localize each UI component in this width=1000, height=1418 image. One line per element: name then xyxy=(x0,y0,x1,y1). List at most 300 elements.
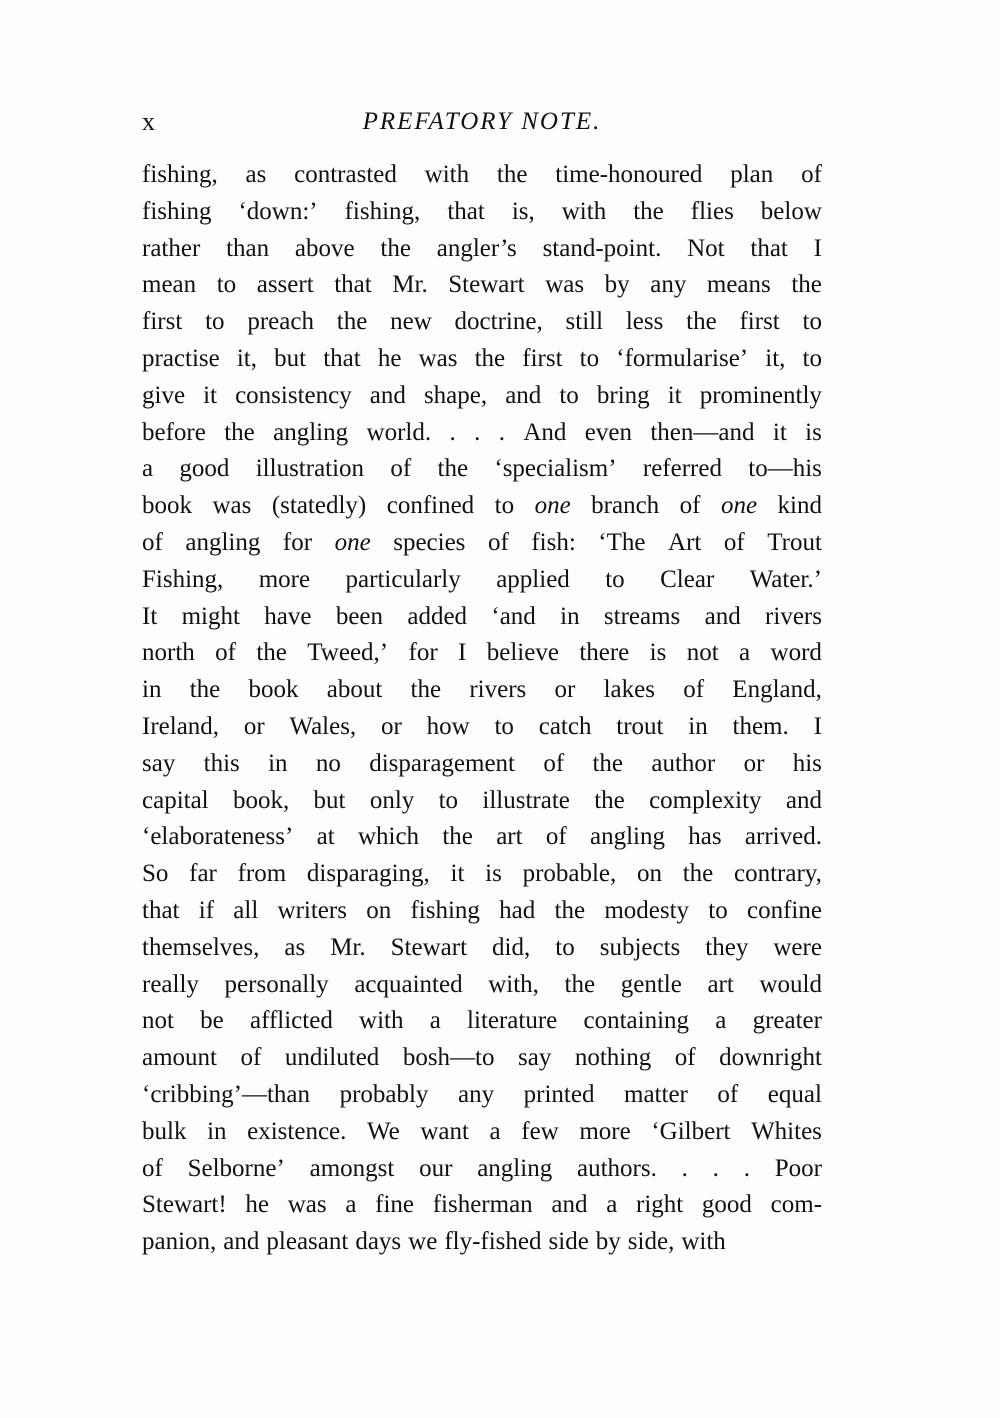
word: . xyxy=(681,1154,688,1182)
word: if xyxy=(198,896,215,924)
word: a xyxy=(142,455,154,483)
word: Mr. xyxy=(330,933,366,961)
word: been xyxy=(335,602,384,630)
text-line xyxy=(142,856,822,893)
word: it, xyxy=(236,344,258,372)
word: . xyxy=(474,418,481,446)
word: fish: xyxy=(531,528,576,556)
word: that xyxy=(447,197,485,225)
text-line xyxy=(142,267,822,304)
header-title: PREFATORY NOTE. xyxy=(362,108,602,135)
word: one xyxy=(720,492,758,520)
word: the xyxy=(791,271,822,299)
word: more xyxy=(258,565,311,593)
word: about xyxy=(326,676,383,704)
word: has xyxy=(688,823,722,851)
word: literature xyxy=(467,1007,558,1035)
word: side, xyxy=(627,1228,675,1256)
word: kind xyxy=(777,492,822,520)
word: want xyxy=(420,1117,469,1145)
word: still xyxy=(565,308,604,336)
word: of xyxy=(142,1154,163,1182)
word: angling xyxy=(185,528,261,556)
word: bring xyxy=(596,381,650,409)
word: subjects xyxy=(599,933,681,961)
word: . xyxy=(712,1154,719,1182)
word: a xyxy=(739,639,751,667)
word: not xyxy=(686,639,719,667)
word: com- xyxy=(770,1191,822,1219)
word: illustrate xyxy=(482,786,570,814)
word: first xyxy=(142,308,183,336)
word: world. xyxy=(366,418,432,446)
word: arrived. xyxy=(744,823,822,851)
word: and xyxy=(551,1191,588,1219)
word: disparagement xyxy=(369,749,515,777)
word: or xyxy=(554,676,576,704)
text-line xyxy=(142,893,822,930)
word: had xyxy=(499,896,536,924)
word: angling xyxy=(590,823,665,851)
word: angler’s xyxy=(436,234,517,262)
text-line xyxy=(142,1077,822,1114)
word: to—his xyxy=(748,455,822,483)
text-line xyxy=(142,709,822,746)
word: doctrine, xyxy=(454,308,543,336)
word: We xyxy=(367,1117,400,1145)
word: in xyxy=(560,602,580,630)
word: them. xyxy=(732,712,789,740)
word: Whites xyxy=(751,1117,822,1145)
text-line xyxy=(142,231,822,268)
text-line xyxy=(142,1114,822,1151)
word: right xyxy=(636,1191,684,1219)
word: afflicted xyxy=(250,1007,333,1035)
word: (statedly) xyxy=(271,492,367,520)
word: or xyxy=(243,712,265,740)
word: flies xyxy=(690,197,734,225)
word: to xyxy=(579,344,600,372)
word: one xyxy=(534,492,571,520)
text-line xyxy=(142,1187,822,1224)
word: was xyxy=(212,492,252,520)
word: one xyxy=(334,528,371,556)
word: days xyxy=(355,1228,402,1256)
word: practise xyxy=(142,344,220,372)
text-line xyxy=(142,1040,822,1077)
word: not xyxy=(142,1007,174,1035)
word: of xyxy=(683,676,705,704)
word: the xyxy=(554,896,586,924)
word: on xyxy=(366,896,392,924)
word: disparaging, xyxy=(306,860,430,888)
word: with xyxy=(561,197,607,225)
word: equal xyxy=(767,1080,822,1108)
word: existence. xyxy=(247,1117,347,1145)
word: I xyxy=(458,639,467,667)
word: it xyxy=(667,381,682,409)
word: side xyxy=(548,1228,589,1256)
word: rivers xyxy=(469,676,527,704)
word: north xyxy=(142,639,195,667)
word: it xyxy=(772,418,787,446)
word: to xyxy=(802,344,822,372)
word: Water.’ xyxy=(749,565,822,593)
text-line xyxy=(142,304,822,341)
word: to xyxy=(216,271,237,299)
word: but xyxy=(274,344,307,372)
word: there xyxy=(579,639,630,667)
word: to xyxy=(555,933,575,961)
word: that xyxy=(323,344,361,372)
word: of xyxy=(801,161,822,188)
word: Clear xyxy=(660,565,715,593)
word: with xyxy=(424,161,470,188)
body-text xyxy=(142,157,822,1261)
word: book, xyxy=(232,786,290,814)
word: from xyxy=(237,860,287,888)
word: as xyxy=(245,161,267,188)
word: they xyxy=(705,933,749,961)
word: amount xyxy=(142,1044,217,1072)
word: ‘cribbing’—than xyxy=(142,1080,311,1108)
text-line xyxy=(142,1151,822,1188)
word: be xyxy=(200,1007,224,1035)
word: writers xyxy=(277,896,347,924)
word: Selborne’ xyxy=(187,1154,285,1182)
word: fine xyxy=(375,1191,414,1219)
word: below xyxy=(760,197,822,225)
word: of xyxy=(545,823,567,851)
text-line xyxy=(142,194,822,231)
text-line xyxy=(142,562,822,599)
word: were xyxy=(773,933,822,961)
word: Stewart! xyxy=(142,1191,227,1219)
word: fishing xyxy=(410,896,480,924)
word: is xyxy=(649,639,667,667)
word: applied xyxy=(496,565,570,593)
word: but xyxy=(313,786,346,814)
word: that xyxy=(750,234,788,262)
word: species xyxy=(393,528,466,556)
word: art xyxy=(496,823,523,851)
word: all xyxy=(233,896,259,924)
word: it, xyxy=(765,344,786,372)
word: undiluted xyxy=(284,1044,380,1072)
word: rivers xyxy=(765,602,822,630)
word: the xyxy=(633,197,664,225)
word: in xyxy=(688,712,708,740)
word: the xyxy=(594,786,625,814)
word: branch xyxy=(591,492,660,520)
word: . xyxy=(449,418,456,446)
word: that xyxy=(334,271,372,299)
word: the xyxy=(592,749,624,777)
word: to xyxy=(494,492,515,520)
word: themselves, xyxy=(142,933,260,961)
word: of xyxy=(543,749,565,777)
word: give xyxy=(142,381,186,409)
word: panion, xyxy=(142,1228,217,1256)
word: with xyxy=(681,1228,726,1256)
word: word xyxy=(770,639,822,667)
word: it xyxy=(450,860,465,888)
word: author xyxy=(651,749,716,777)
word: time-honoured xyxy=(555,161,703,188)
word: rather xyxy=(142,234,201,262)
word: no xyxy=(315,749,341,777)
word: fisherman xyxy=(432,1191,533,1219)
word: far xyxy=(189,860,217,888)
word: the xyxy=(442,823,473,851)
word: believe xyxy=(486,639,559,667)
word: say xyxy=(518,1044,552,1072)
text-line xyxy=(142,967,822,1004)
word: referred xyxy=(642,455,722,483)
word: is, xyxy=(511,197,535,225)
word: of xyxy=(142,528,163,556)
word: and xyxy=(369,381,406,409)
word: is xyxy=(485,860,502,888)
word: might xyxy=(181,602,240,630)
word: means xyxy=(706,271,771,299)
text-line xyxy=(142,783,822,820)
word: bosh—to xyxy=(402,1044,495,1072)
word: say xyxy=(142,749,176,777)
word: ‘formularise’ xyxy=(616,344,749,372)
word: ‘and xyxy=(491,602,536,630)
word: more xyxy=(579,1117,631,1145)
word: trout xyxy=(616,712,664,740)
word: acquainted xyxy=(354,970,463,998)
text-line xyxy=(142,378,822,415)
word: book xyxy=(142,492,192,520)
word: gentle xyxy=(620,970,682,998)
word: fishing xyxy=(142,197,212,225)
word: by xyxy=(604,271,630,299)
word: our xyxy=(419,1154,453,1182)
text-line xyxy=(142,819,822,856)
word: any xyxy=(457,1080,495,1108)
word: . xyxy=(498,418,505,446)
word: good xyxy=(701,1191,752,1219)
word: plan xyxy=(730,161,774,188)
word: ‘specialism’ xyxy=(494,455,617,483)
word: to xyxy=(205,308,225,336)
word: and xyxy=(223,1228,260,1256)
word: the xyxy=(256,639,287,667)
word: nothing xyxy=(574,1044,652,1072)
word: angling xyxy=(477,1154,553,1182)
word: for xyxy=(282,528,313,556)
word: complexity xyxy=(649,786,762,814)
word: pleasant xyxy=(266,1228,349,1256)
word: to xyxy=(802,308,822,336)
word: illustration xyxy=(255,455,365,483)
word: ‘elaborateness’ xyxy=(142,823,294,851)
word: to xyxy=(708,896,728,924)
word: really xyxy=(142,970,199,998)
word: prominently xyxy=(699,381,822,409)
text-line xyxy=(142,635,822,672)
word: printed xyxy=(523,1080,595,1108)
word: So xyxy=(142,860,169,888)
word: and xyxy=(505,381,542,409)
word: matter xyxy=(624,1080,688,1108)
word: the xyxy=(380,234,411,262)
text-line xyxy=(142,930,822,967)
word: a xyxy=(715,1007,727,1035)
word: for xyxy=(408,639,438,667)
word: mean xyxy=(142,271,197,299)
word: then—and xyxy=(650,418,755,446)
word: I xyxy=(813,234,822,262)
word: particularly xyxy=(345,565,461,593)
word: a xyxy=(429,1007,441,1035)
word: the xyxy=(474,344,506,372)
word: bulk xyxy=(142,1117,187,1145)
text-line xyxy=(142,1224,822,1261)
word: by xyxy=(595,1228,621,1256)
text-line xyxy=(142,451,822,488)
word: greater xyxy=(752,1007,822,1035)
word: would xyxy=(759,970,822,998)
word: this xyxy=(203,749,240,777)
text-line xyxy=(142,341,822,378)
word: the xyxy=(336,308,368,336)
word: fly-fished xyxy=(444,1228,542,1256)
word: on xyxy=(637,860,662,888)
word: containing xyxy=(583,1007,690,1035)
word: the xyxy=(224,418,255,446)
word: It xyxy=(142,602,158,630)
word: ‘The xyxy=(598,528,646,556)
word: . xyxy=(743,1154,750,1182)
page-number: x xyxy=(142,107,155,136)
word: assert xyxy=(256,271,314,299)
word: art xyxy=(707,970,734,998)
word: how xyxy=(426,712,470,740)
word: or xyxy=(743,749,765,777)
word: Stewart xyxy=(390,933,468,961)
word: which xyxy=(357,823,420,851)
word: contrasted xyxy=(294,161,397,188)
word: a xyxy=(345,1191,357,1219)
word: I xyxy=(813,712,822,740)
word: good xyxy=(179,455,230,483)
word: at xyxy=(316,823,335,851)
word: we xyxy=(408,1228,438,1256)
word: a xyxy=(489,1117,501,1145)
word: in xyxy=(142,676,162,704)
word: above xyxy=(294,234,355,262)
word: first xyxy=(739,308,780,336)
word: less xyxy=(625,308,664,336)
word: fishing, xyxy=(142,161,218,188)
word: Trout xyxy=(767,528,822,556)
word: Tweed,’ xyxy=(307,639,389,667)
word: authors. xyxy=(576,1154,657,1182)
word: angling xyxy=(273,418,349,446)
word: did, xyxy=(492,933,531,961)
word: the xyxy=(682,860,714,888)
word: of xyxy=(717,1080,739,1108)
running-head xyxy=(142,104,822,140)
word: Wales, xyxy=(289,712,357,740)
word: the xyxy=(437,455,469,483)
text-line xyxy=(142,746,822,783)
word: England, xyxy=(732,676,822,704)
word: of xyxy=(723,528,745,556)
text-line xyxy=(142,599,822,636)
word: of xyxy=(674,1044,696,1072)
word: consistency xyxy=(235,381,352,409)
word: the xyxy=(189,676,221,704)
word: was xyxy=(418,344,458,372)
word: to xyxy=(605,565,625,593)
word: fishing, xyxy=(344,197,421,225)
word: a xyxy=(606,1191,618,1219)
word: of xyxy=(240,1044,262,1072)
word: with xyxy=(359,1007,404,1035)
word: new xyxy=(390,308,432,336)
text-line xyxy=(142,1003,822,1040)
word: ‘Gilbert xyxy=(651,1117,731,1145)
word: shape, xyxy=(423,381,488,409)
word: his xyxy=(792,749,822,777)
word: of xyxy=(679,492,701,520)
word: probable, xyxy=(522,860,617,888)
word: ‘down:’ xyxy=(238,197,318,225)
word: was xyxy=(545,271,585,299)
word: first xyxy=(522,344,563,372)
word: capital xyxy=(142,786,209,814)
word: and xyxy=(704,602,741,630)
word: of xyxy=(390,455,412,483)
word: of xyxy=(215,639,236,667)
word: contrary, xyxy=(733,860,822,888)
word: Ireland, xyxy=(142,712,220,740)
word: than xyxy=(226,234,270,262)
text-line xyxy=(142,157,822,194)
word: in xyxy=(207,1117,227,1145)
word: stand-point. xyxy=(542,234,662,262)
word: amongst xyxy=(309,1154,395,1182)
word: as xyxy=(284,933,306,961)
word: any xyxy=(650,271,687,299)
word: the xyxy=(410,676,442,704)
word: Not xyxy=(687,234,725,262)
word: streams xyxy=(603,602,681,630)
word: probably xyxy=(339,1080,429,1108)
text-line xyxy=(142,415,822,452)
word: before xyxy=(142,418,206,446)
text-line xyxy=(142,488,822,525)
word: Mr. xyxy=(392,271,428,299)
word: Stewart xyxy=(448,271,525,299)
word: it xyxy=(203,381,218,409)
word: have xyxy=(264,602,312,630)
word: he xyxy=(245,1191,270,1219)
word: the xyxy=(564,970,596,998)
word: confined xyxy=(386,492,475,520)
word: to xyxy=(494,712,514,740)
word: to xyxy=(559,381,579,409)
word: the xyxy=(496,161,528,188)
word: Poor xyxy=(774,1154,822,1182)
text-line xyxy=(142,672,822,709)
word: with, xyxy=(488,970,539,998)
